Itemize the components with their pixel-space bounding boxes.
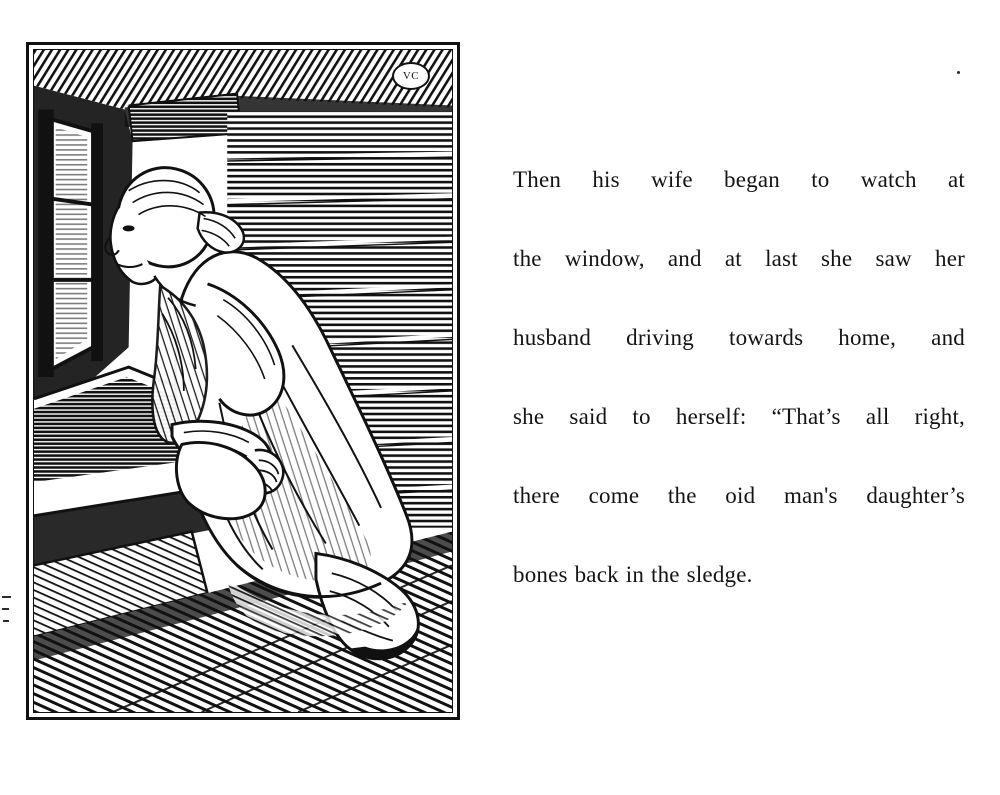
body-line: husband driving towards home, and xyxy=(513,325,965,350)
artist-monogram-text: VC xyxy=(402,70,420,82)
paper-speck xyxy=(957,71,960,74)
woman-kneeling-at-window-illustration xyxy=(34,50,452,712)
illustration-plate xyxy=(26,42,460,720)
page-number-text xyxy=(0,742,1,766)
body-line: she said to herself: “That’s all right, xyxy=(513,404,965,429)
artist-monogram-badge xyxy=(392,62,430,90)
body-line: there come the oid man's daughter’s xyxy=(513,483,965,508)
body-text-column xyxy=(513,140,965,614)
paper-edge-mark xyxy=(3,620,9,622)
body-line: Then his wife began to watch at xyxy=(513,167,965,192)
paper-edge-mark xyxy=(2,596,11,598)
paper-edge-mark xyxy=(2,608,9,610)
page-number xyxy=(0,742,1000,767)
body-line: bones back in the sledge. xyxy=(513,562,753,587)
body-line: the window, and at last she saw her xyxy=(513,246,965,271)
illustration-frame xyxy=(33,49,453,713)
